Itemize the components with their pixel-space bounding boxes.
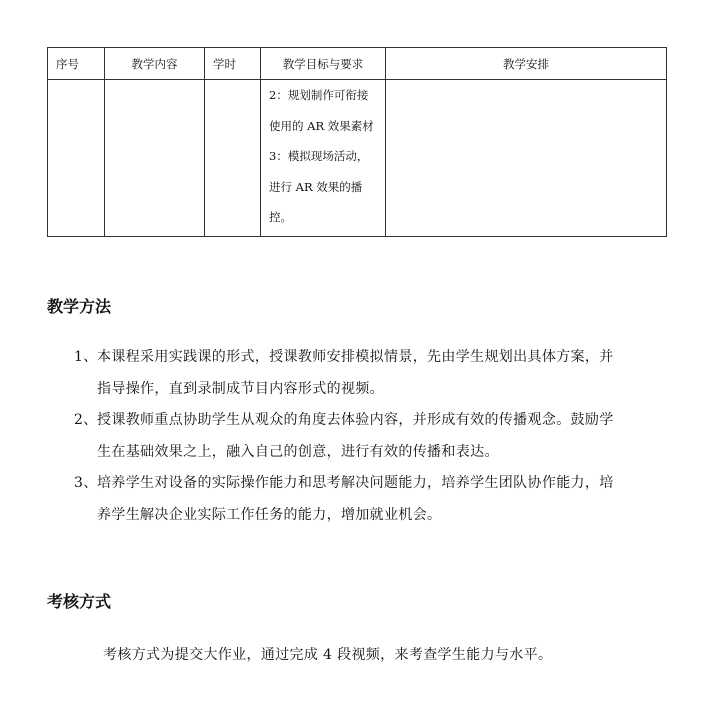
list-marker: 3、	[74, 475, 98, 492]
list-marker: 2、	[74, 412, 98, 429]
list-item	[74, 468, 674, 531]
assessment-heading: 考核方式	[47, 592, 112, 611]
list-item	[74, 342, 674, 405]
header-index: 序号	[48, 48, 105, 80]
header-content: 教学内容	[105, 48, 205, 80]
list-item-line: 授课教师重点协助学生从观众的角度去体验内容，并形成有效的传播观念。鼓励学	[97, 412, 614, 429]
cell-arrangement	[386, 80, 667, 237]
header-objectives: 教学目标与要求	[261, 48, 386, 80]
header-arrangement: 教学安排	[386, 48, 667, 80]
table-header-row	[48, 48, 667, 80]
list-item-line: 培养学生对设备的实际操作能力和思考解决问题能力，培养学生团队协作能力，培	[97, 475, 614, 492]
list-item-line: 本课程采用实践课的形式，授课教师安排模拟情景，先由学生规划出具体方案，并	[97, 349, 614, 365]
objective-lines	[261, 80, 385, 233]
assessment-paragraph: 考核方式为提交大作业，通过完成 4 段视频，来考查学生能力与水平。	[103, 647, 553, 663]
objective-line: 2：规划制作可衔接	[269, 88, 369, 102]
objective-line: 进行 AR 效果的播	[269, 179, 363, 194]
table-body	[48, 80, 667, 237]
list-item-line: 生在基础效果之上，融入自己的创意，进行有效的传播和表达。	[97, 443, 499, 460]
list-marker: 1、	[74, 349, 98, 365]
list-item-line: 养学生解决企业实际工作任务的能力，增加就业机会。	[97, 506, 442, 523]
cell-index	[48, 80, 105, 237]
objective-line: 使用的 AR 效果素材	[269, 118, 374, 133]
cell-objectives	[261, 80, 386, 237]
cell-content	[105, 80, 205, 237]
cell-hours	[205, 80, 261, 237]
list-item	[74, 405, 674, 468]
header-hours: 学时	[205, 48, 261, 80]
objective-line: 3：模拟现场活动，	[269, 149, 369, 163]
objective-line: 控。	[269, 210, 292, 224]
table-header	[48, 48, 667, 80]
list-item-line: 指导操作，直到录制成节目内容形式的视频。	[97, 380, 384, 397]
teaching-plan-table	[47, 47, 667, 237]
methods-list	[74, 342, 674, 532]
table-row	[48, 80, 667, 237]
methods-heading: 教学方法	[47, 297, 112, 316]
